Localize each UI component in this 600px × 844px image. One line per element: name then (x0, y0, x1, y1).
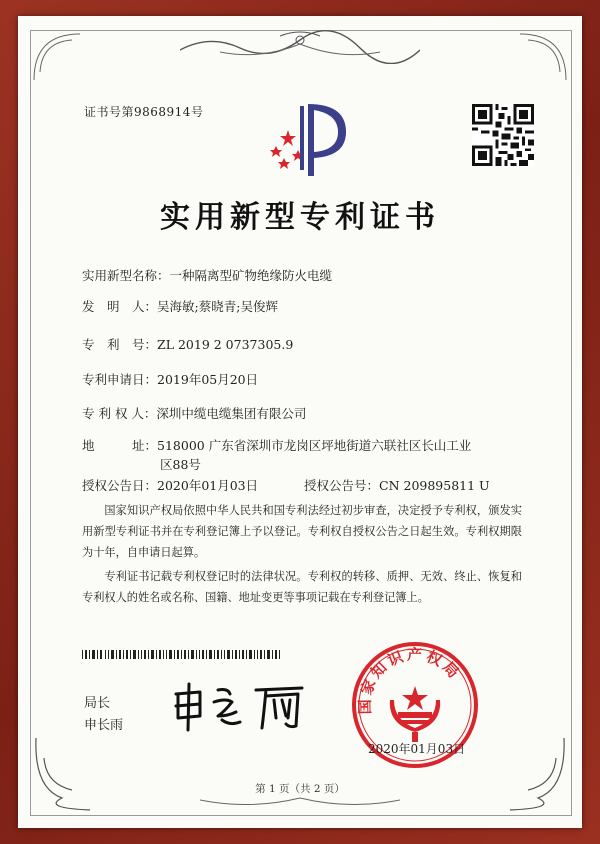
svg-text:国家知识产权局 (356, 646, 465, 715)
director-name: 申长雨 (84, 718, 124, 733)
field-address-line2: 区88号 (160, 457, 201, 472)
field-grant-no (304, 476, 490, 494)
qr-code-icon (472, 104, 534, 166)
field-patentee (82, 404, 306, 422)
top-ornament (180, 30, 420, 64)
field-grant-date-value: 2020年01月03日 (157, 478, 259, 493)
page-indicator: 第 1 页（共 2 页） (255, 783, 345, 795)
barcode-icon (82, 650, 282, 659)
corner-ornament-tl (32, 32, 82, 82)
field-address (82, 436, 471, 454)
certificate-title: 实用新型专利证书 (160, 200, 440, 235)
field-filing-date-value: 2019年05月20日 (157, 372, 259, 387)
field-address-label: 地 址： (82, 438, 158, 453)
seal-text: 国家知识产权局 (355, 645, 465, 715)
seal-date: 2020年01月03日 (368, 742, 466, 756)
field-patent-no (82, 335, 293, 353)
field-inventor (82, 297, 278, 315)
grant-statement: 国家知识产权局依照中华人民共和国专利法经过初步审查，决定授予专利权，颁发实用新型专利证书并在专利登记簿上予以登记。专利权自授权公告之日起生效。专利权期限为十年，自申请日起算。 (82, 504, 522, 559)
field-grant-date (82, 476, 258, 494)
field-name (82, 266, 332, 284)
field-patent-no-value: ZL 2019 2 0737305.9 (157, 337, 294, 352)
corner-ornament-bl (32, 738, 92, 812)
field-name-label: 实用新型名称： (82, 268, 170, 283)
director-signature (170, 682, 310, 732)
director-title: 局长 (84, 696, 111, 711)
corner-ornament-br (508, 738, 568, 812)
field-grant-no-value: CN 209895811 U (379, 478, 490, 493)
cnipa-logo-icon (258, 98, 348, 178)
field-address-line1: 518000 广东省深圳市龙岗区坪地街道六联社区长山工业 (157, 438, 472, 453)
field-patent-no-label: 专 利 号： (82, 337, 158, 352)
legal-status-statement: 专利证书记载专利权登记时的法律状况。专利权的转移、质押、无效、终止、恢复和专利权人的姓名或名称、国籍、地址变更等事项记载在专利登记簿上。 (82, 570, 522, 604)
field-inventor-label: 发 明 人： (82, 299, 158, 314)
field-name-value: 一种隔离型矿物绝缘防火电缆 (169, 268, 333, 283)
certificate-number: 证书号第9868914号 (84, 105, 204, 119)
field-filing-date (82, 370, 258, 388)
field-inventor-value: 吴海敏;蔡晓青;吴俊辉 (157, 299, 278, 314)
field-patentee-label: 专 利 权 人： (82, 406, 157, 421)
corner-ornament-tr (518, 32, 568, 82)
field-filing-date-label: 专利申请日： (82, 372, 158, 387)
field-grant-date-label: 授权公告日： (82, 478, 158, 493)
field-patentee-value: 深圳中缆电缆集团有限公司 (156, 406, 307, 421)
field-grant-no-label: 授权公告号： (304, 478, 380, 493)
